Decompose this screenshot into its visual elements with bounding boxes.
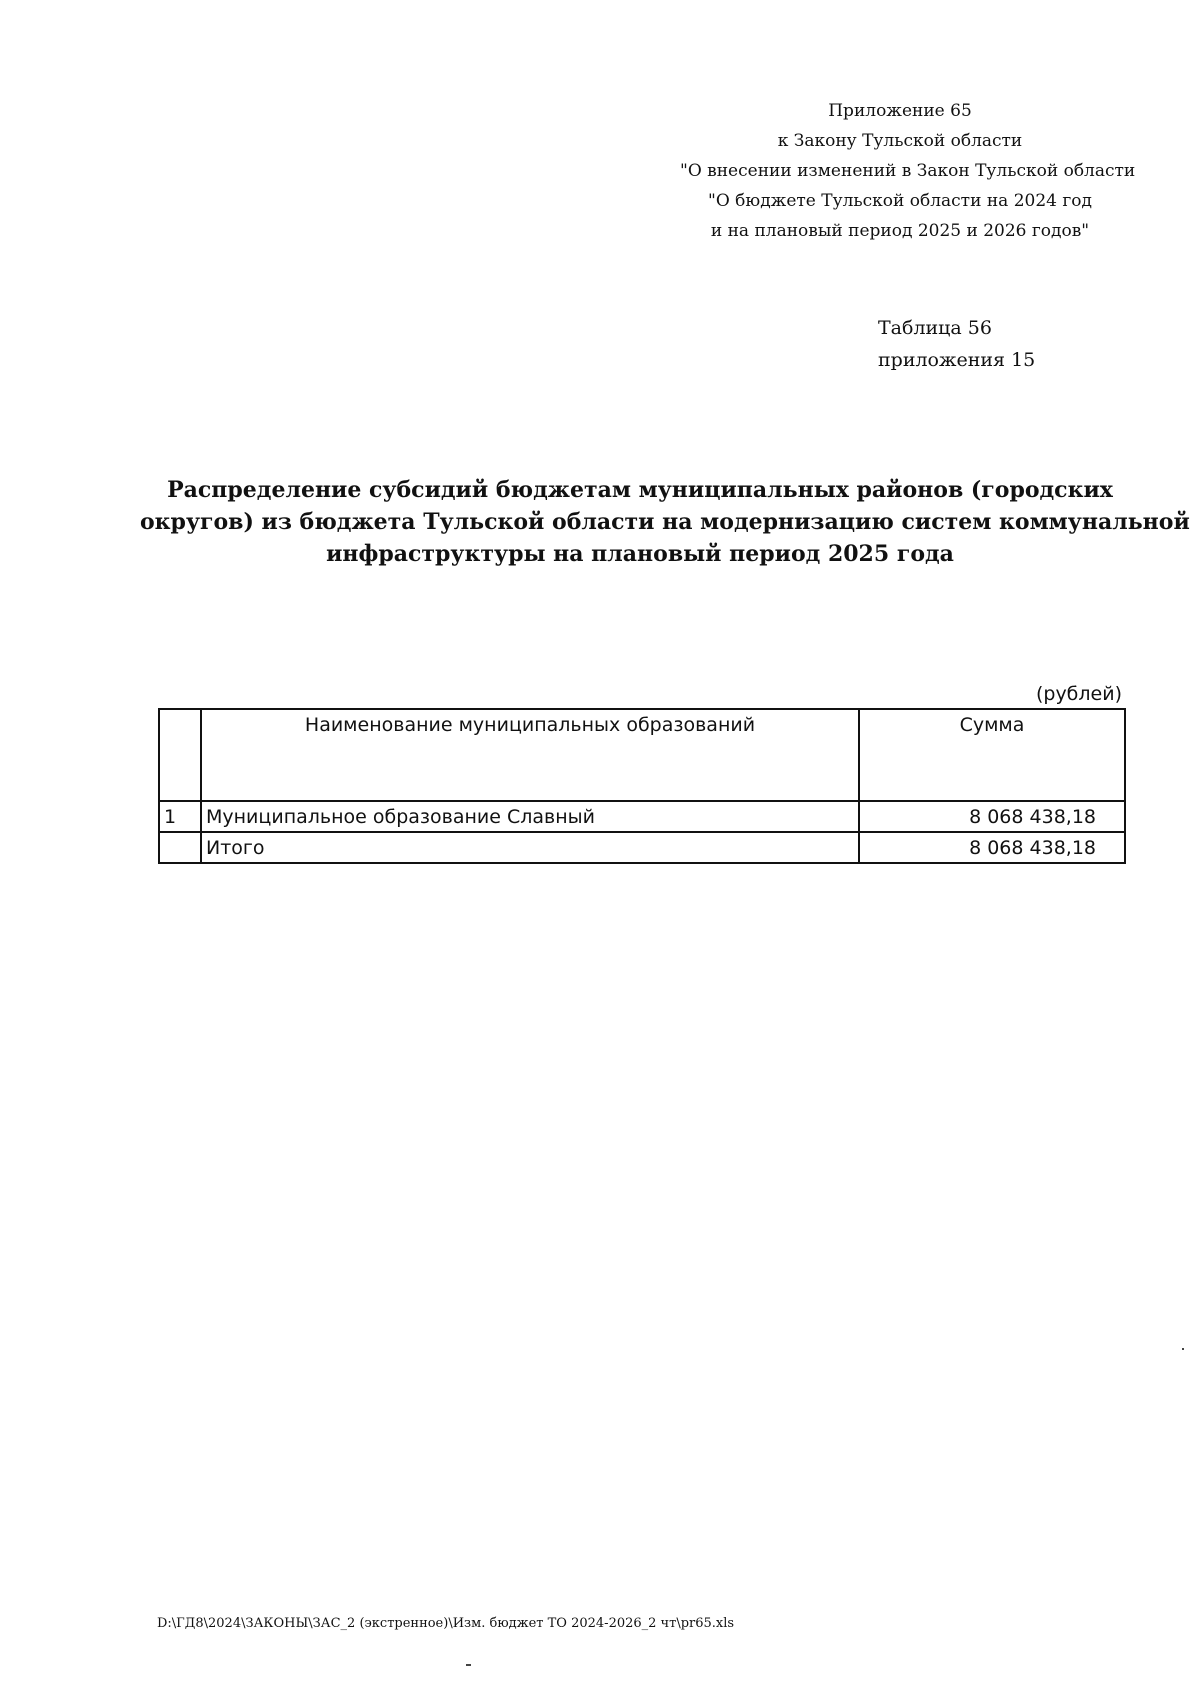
header-number xyxy=(159,709,201,801)
appendix-line: "О внесении изменений в Закон Тульской области xyxy=(680,161,1136,181)
appendix-line: Приложение 65 xyxy=(828,101,972,121)
scan-speck xyxy=(1182,1348,1184,1350)
document-title xyxy=(140,474,1190,570)
appendix-line: и на плановый период 2025 и 2026 годов" xyxy=(710,221,1090,241)
row-sum: 8 068 438,18 xyxy=(859,832,1125,863)
header-name: Наименование муниципальных образований xyxy=(201,709,859,801)
file-path-footer: D:\ГД8\2024\ЗАКОНЫ\ЗАС_2 (экстренное)\Изм. бюджет ТО 2024-2026_2 чт\pr65.xls xyxy=(157,1616,735,1631)
table-number: Таблица 56 xyxy=(878,317,992,339)
row-number: 1 xyxy=(159,801,201,832)
table-total-row xyxy=(159,832,1125,863)
table-row xyxy=(159,801,1125,832)
row-sum: 8 068 438,18 xyxy=(859,801,1125,832)
title-line: Распределение субсидий бюджетам муниципальных районов (городских xyxy=(167,477,1113,503)
units-label: (рублей) xyxy=(1035,683,1122,705)
appendix-line: "О бюджете Тульской области на 2024 год xyxy=(708,191,1092,211)
table-reference xyxy=(878,312,1078,376)
subsidy-table xyxy=(158,708,1126,864)
appendix-header xyxy=(680,96,1136,246)
title-line: округов) из бюджета Тульской области на модернизацию систем коммунальной xyxy=(140,509,1190,535)
row-number xyxy=(159,832,201,863)
row-name: Итого xyxy=(201,832,859,863)
table-header-row xyxy=(159,709,1125,801)
row-name: Муниципальное образование Славный xyxy=(201,801,859,832)
title-line: инфраструктуры на плановый период 2025 года xyxy=(326,541,954,567)
header-sum: Сумма xyxy=(859,709,1125,801)
appendix-reference: приложения 15 xyxy=(878,349,1036,371)
appendix-line: к Закону Тульской области xyxy=(777,131,1023,151)
scan-speck xyxy=(466,1664,471,1666)
